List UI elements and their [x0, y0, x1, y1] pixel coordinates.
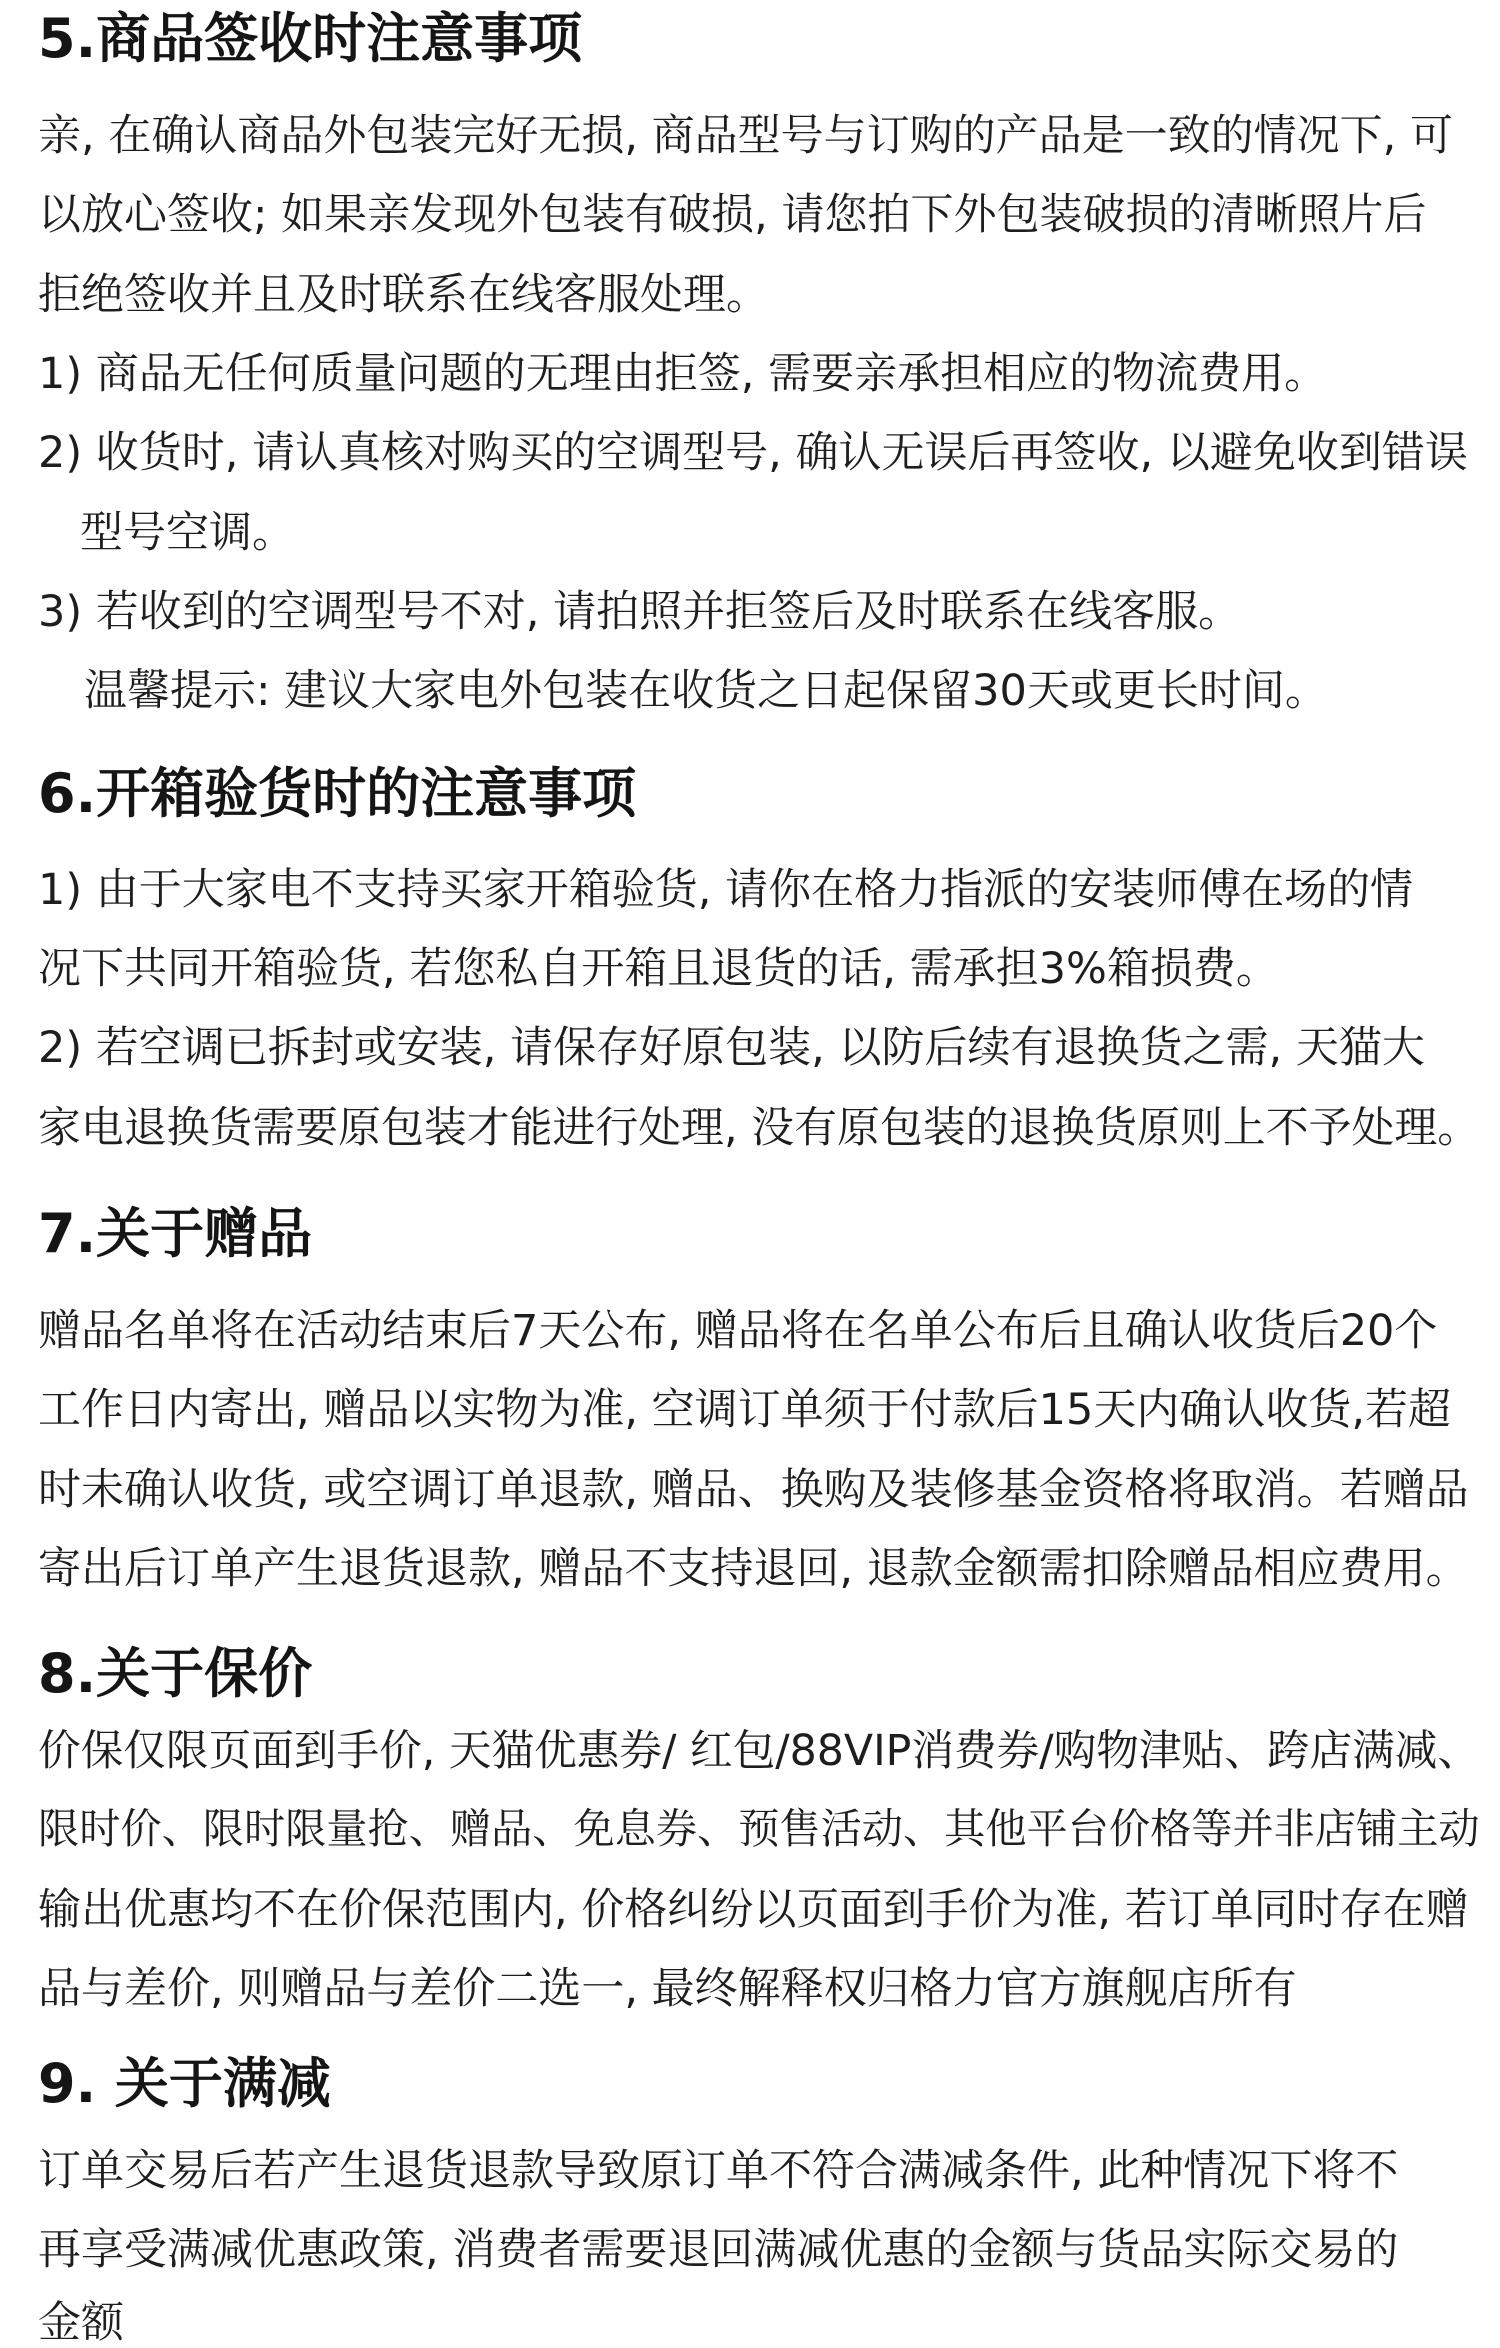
section-5-item-2: 2) 收货时, 请认真核对购买的空调型号, 确认无误后再签收, 以避免收到错误: [38, 428, 1468, 478]
section-5-item-3: 3) 若收到的空调型号不对, 请拍照并拒签后及时联系在线客服。: [38, 587, 1242, 637]
section-6-item-1-cont: 况下共同开箱验货, 若您私自开箱且退货的话, 需承担3%箱损费。: [38, 944, 1279, 994]
section-5-line-3: 拒绝签收并且及时联系在线客服处理。: [38, 270, 769, 320]
section-8-line-3: 输出优惠均不在价保范围内, 价格纠纷以页面到手价为准, 若订单同时存在赠: [38, 1885, 1469, 1935]
section-5-line-2: 以放心签收; 如果亲发现外包装有破损, 请您拍下外包装破损的清晰照片后: [38, 190, 1427, 240]
section-7-line-1: 赠品名单将在活动结束后7天公布, 赠品将在名单公布后且确认收货后20个: [38, 1306, 1438, 1356]
section-5-item-2-cont: 型号空调。: [80, 508, 295, 558]
section-7-line-3: 时未确认收货, 或空调订单退款, 赠品、换购及装修基金资格将取消。若赠品: [38, 1465, 1469, 1515]
section-8-heading: 8.关于保价: [38, 1642, 313, 1705]
section-8-line-4: 品与差价, 则赠品与差价二选一, 最终解释权归格力官方旗舰店所有: [38, 1964, 1297, 2014]
section-9-line-1: 订单交易后若产生退货退款导致原订单不符合满减条件, 此种情况下将不: [38, 2146, 1399, 2196]
section-6-item-1: 1) 由于大家电不支持买家开箱验货, 请你在格力指派的安装师傅在场的情: [38, 865, 1414, 915]
section-6-item-2-cont: 家电退换货需要原包装才能进行处理, 没有原包装的退换货原则上不予处理。: [38, 1103, 1481, 1153]
section-5-line-1: 亲, 在确认商品外包装完好无损, 商品型号与订购的产品是一致的情况下, 可: [38, 111, 1454, 161]
section-5-item-1: 1) 商品无任何质量问题的无理由拒签, 需要亲承担相应的物流费用。: [38, 349, 1328, 399]
section-7-line-2: 工作日内寄出, 赠品以实物为准, 空调订单须于付款后15天内确认收货,若超: [38, 1385, 1452, 1435]
section-9-heading: 9. 关于满减: [38, 2052, 331, 2115]
section-5-heading: 5.商品签收时注意事项: [38, 7, 583, 70]
section-7-line-4: 寄出后订单产生退货退款, 赠品不支持退回, 退款金额需扣除赠品相应费用。: [38, 1544, 1469, 1594]
section-6-item-2: 2) 若空调已拆封或安装, 请保存好原包装, 以防后续有退换货之需, 天猫大: [38, 1023, 1425, 1073]
section-9-line-2: 再享受满减优惠政策, 消费者需要退回满减优惠的金额与货品实际交易的: [38, 2225, 1399, 2275]
section-8-line-1: 价保仅限页面到手价, 天猫优惠券/ 红包/88VIP消费券/购物津贴、跨店满减、: [38, 1726, 1481, 1776]
section-5-tip: 温馨提示: 建议大家电外包装在收货之日起保留30天或更长时间。: [84, 666, 1328, 716]
section-7-heading: 7.关于赠品: [38, 1202, 313, 1265]
section-9-line-3: 金额: [38, 2298, 124, 2348]
section-8-line-2: 限时价、限时限量抢、赠品、免息券、预售活动、其他平台价格等并非店铺主动: [38, 1805, 1480, 1853]
section-6-heading: 6.开箱验货时的注意事项: [38, 762, 637, 825]
